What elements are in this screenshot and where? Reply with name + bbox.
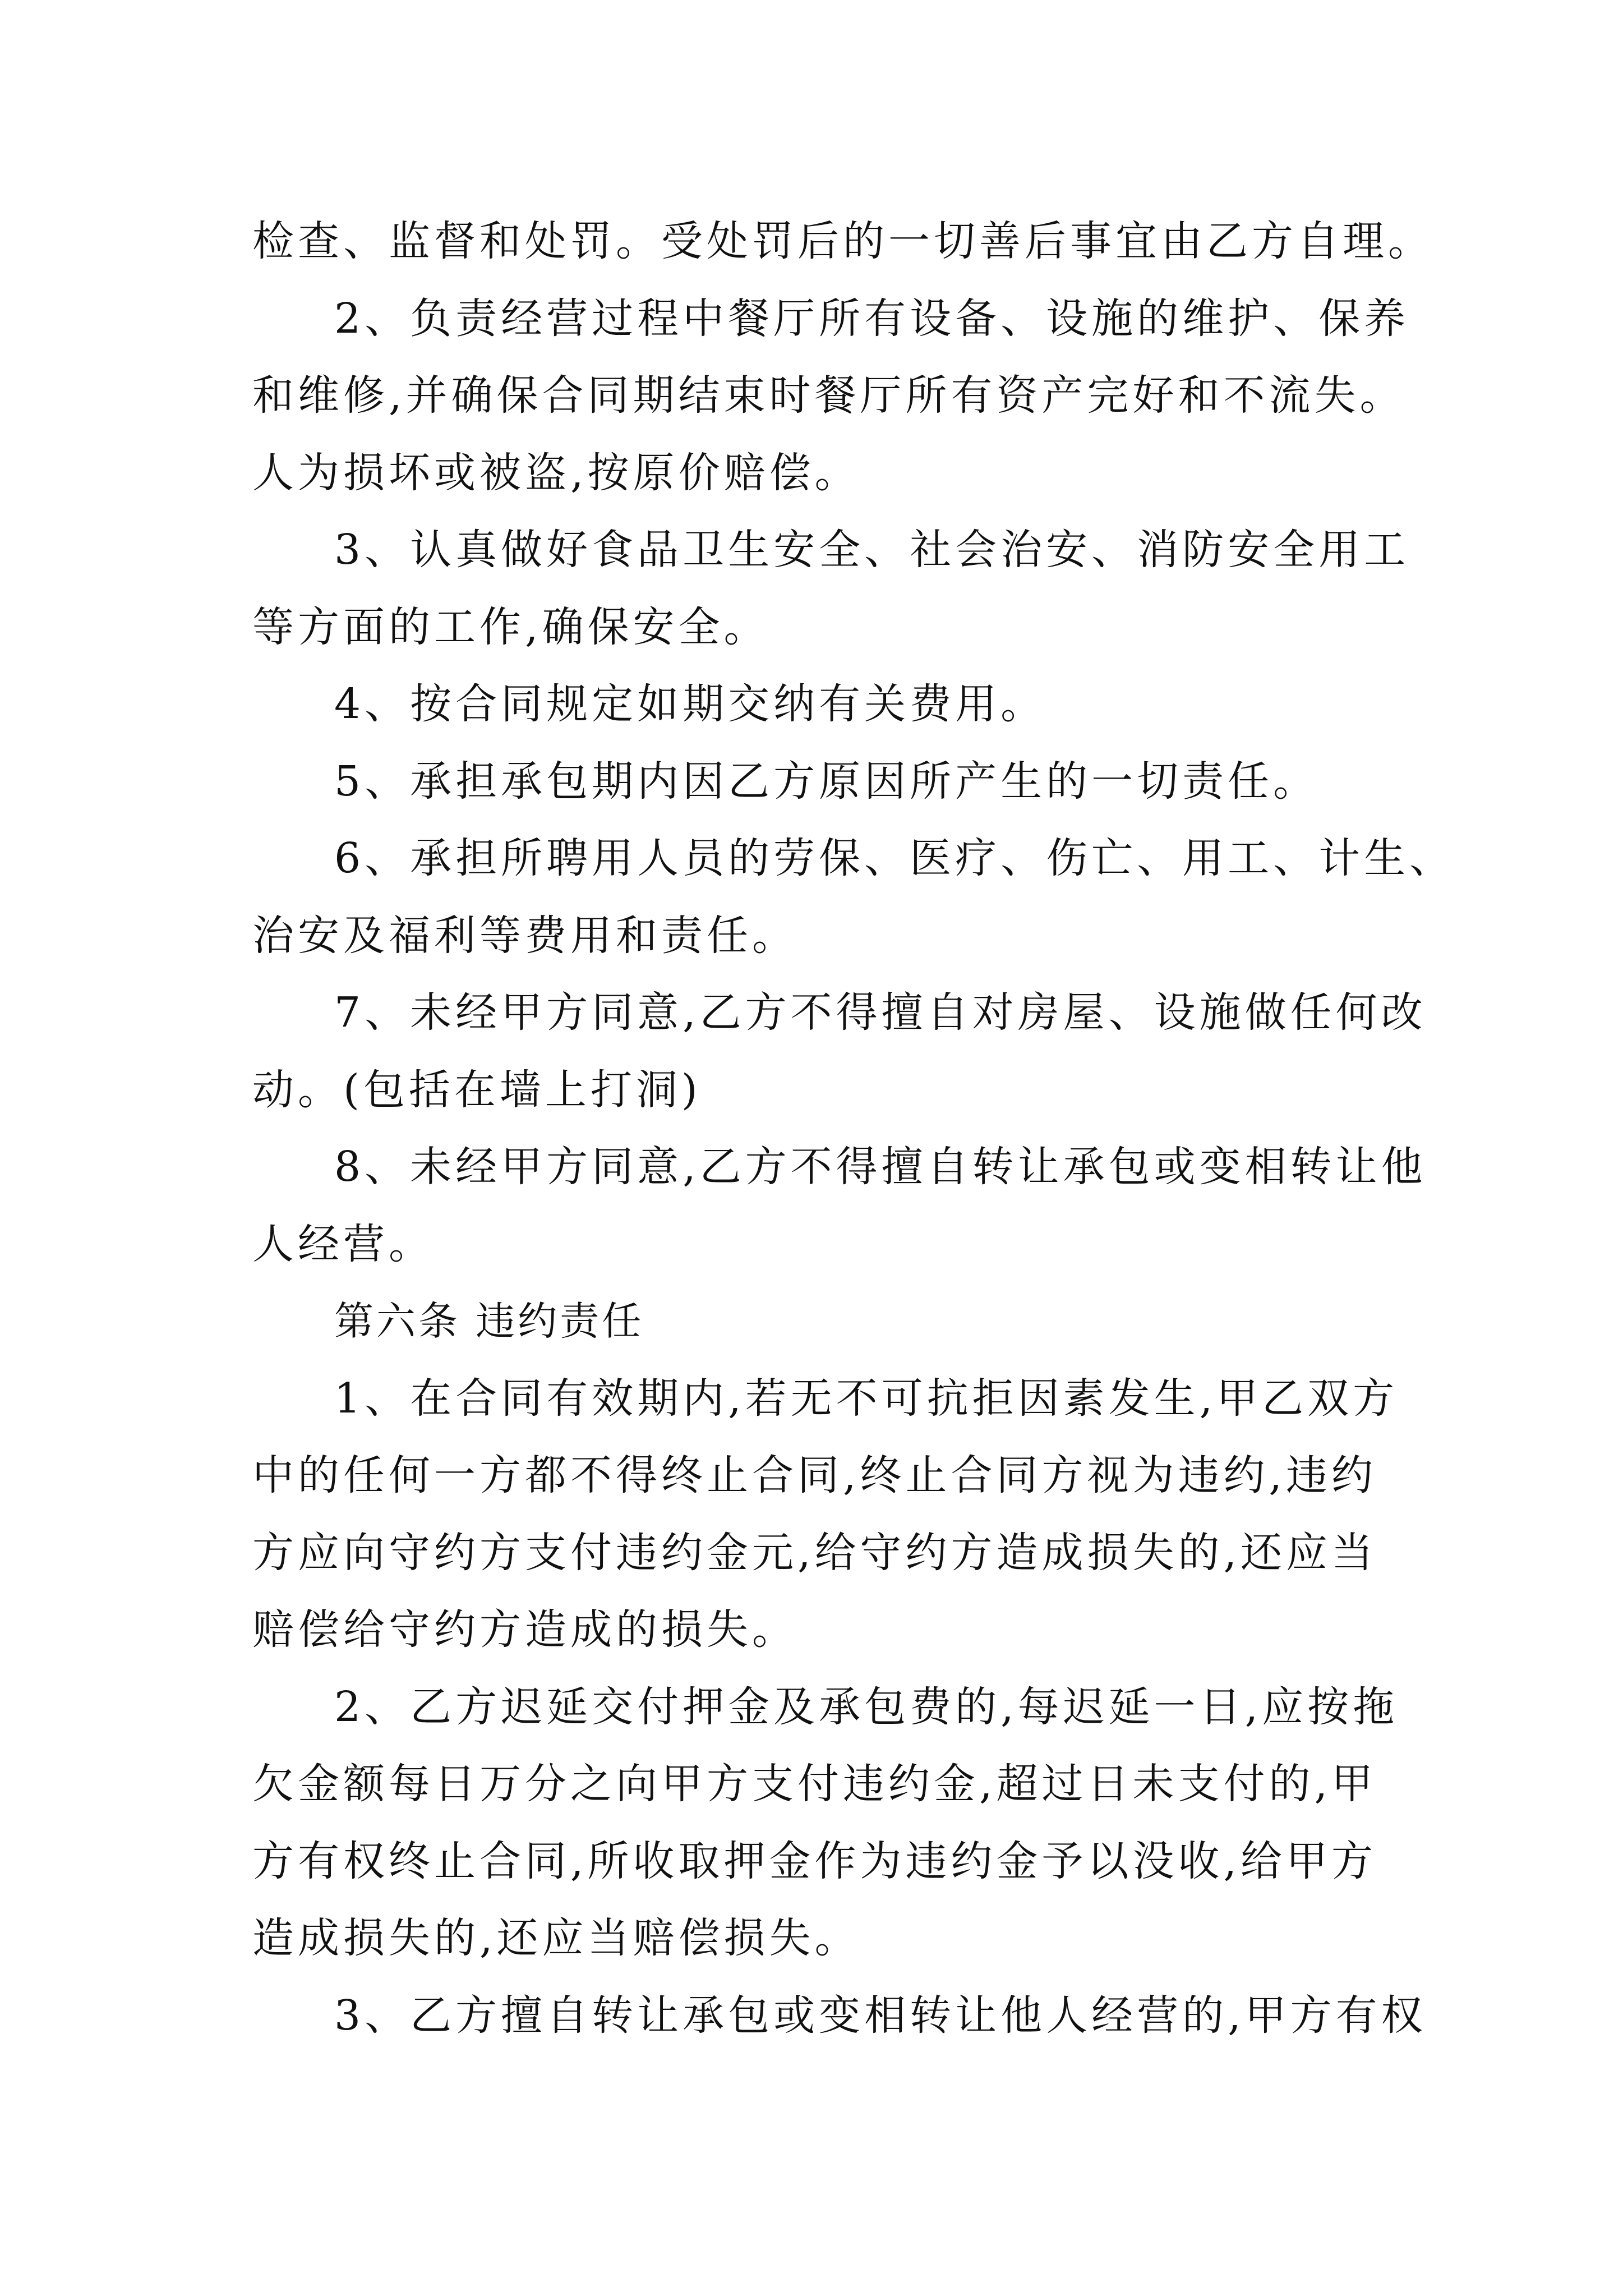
text-line: 8、未经甲方同意,乙方不得擅自转让承包或变相转让他 [334, 1143, 1427, 1191]
text-line: 3、乙方擅自转让承包或变相转让他人经营的,甲方有权 [334, 1991, 1427, 2040]
text-line: 等方面的工作,确保安全。 [252, 603, 769, 651]
text-line: 方应向守约方支付违约金元,给守约方造成损失的,还应当 [252, 1529, 1377, 1577]
text-line: 1、在合同有效期内,若无不可抗拒因素发生,甲乙双方 [334, 1374, 1399, 1423]
text-line: 方有权终止合同,所收取押金作为违约金予以没收,给甲方 [252, 1837, 1377, 1885]
text-line: 造成损失的,还应当赔偿损失。 [252, 1914, 860, 1962]
text-line: 治安及福利等费用和责任。 [252, 912, 797, 960]
text-line: 和维修,并确保合同期结束时餐厅所有资产完好和不流失。 [252, 371, 1405, 420]
text-line: 欠金额每日万分之向甲方支付违约金,超过日未支付的,甲 [252, 1760, 1377, 1808]
text-line: 7、未经甲方同意,乙方不得擅自对房屋、设施做任何改 [334, 988, 1427, 1037]
text-line: 2、负责经营过程中餐厅所有设备、设施的维护、保养 [334, 295, 1410, 343]
text-line: 5、承担承包期内因乙方原因所产生的一切责任。 [334, 757, 1319, 806]
text-line: 4、按合同规定如期交纳有关费用。 [334, 680, 1046, 728]
text-line: 赔偿给守约方造成的损失。 [252, 1605, 797, 1654]
text-line: 6、承担所聘用人员的劳保、医疗、伤亡、用工、计生、 [334, 834, 1455, 882]
text-line: 人为损坏或被盗,按原价赔偿。 [252, 449, 860, 497]
section-heading: 第六条 违约责任 [334, 1298, 644, 1344]
text-line: 动。(包括在墙上打洞) [252, 1066, 702, 1114]
text-line: 检查、监督和处罚。受处罚后的一切善后事宜由乙方自理。 [252, 217, 1433, 265]
text-line: 3、认真做好食品卫生安全、社会治安、消防安全用工 [334, 526, 1410, 574]
text-line: 人经营。 [252, 1220, 434, 1268]
text-line: 中的任何一方都不得终止合同,终止合同方视为违约,违约 [252, 1451, 1377, 1499]
text-line: 2、乙方迟延交付押金及承包费的,每迟延一日,应按拖 [334, 1683, 1399, 1731]
